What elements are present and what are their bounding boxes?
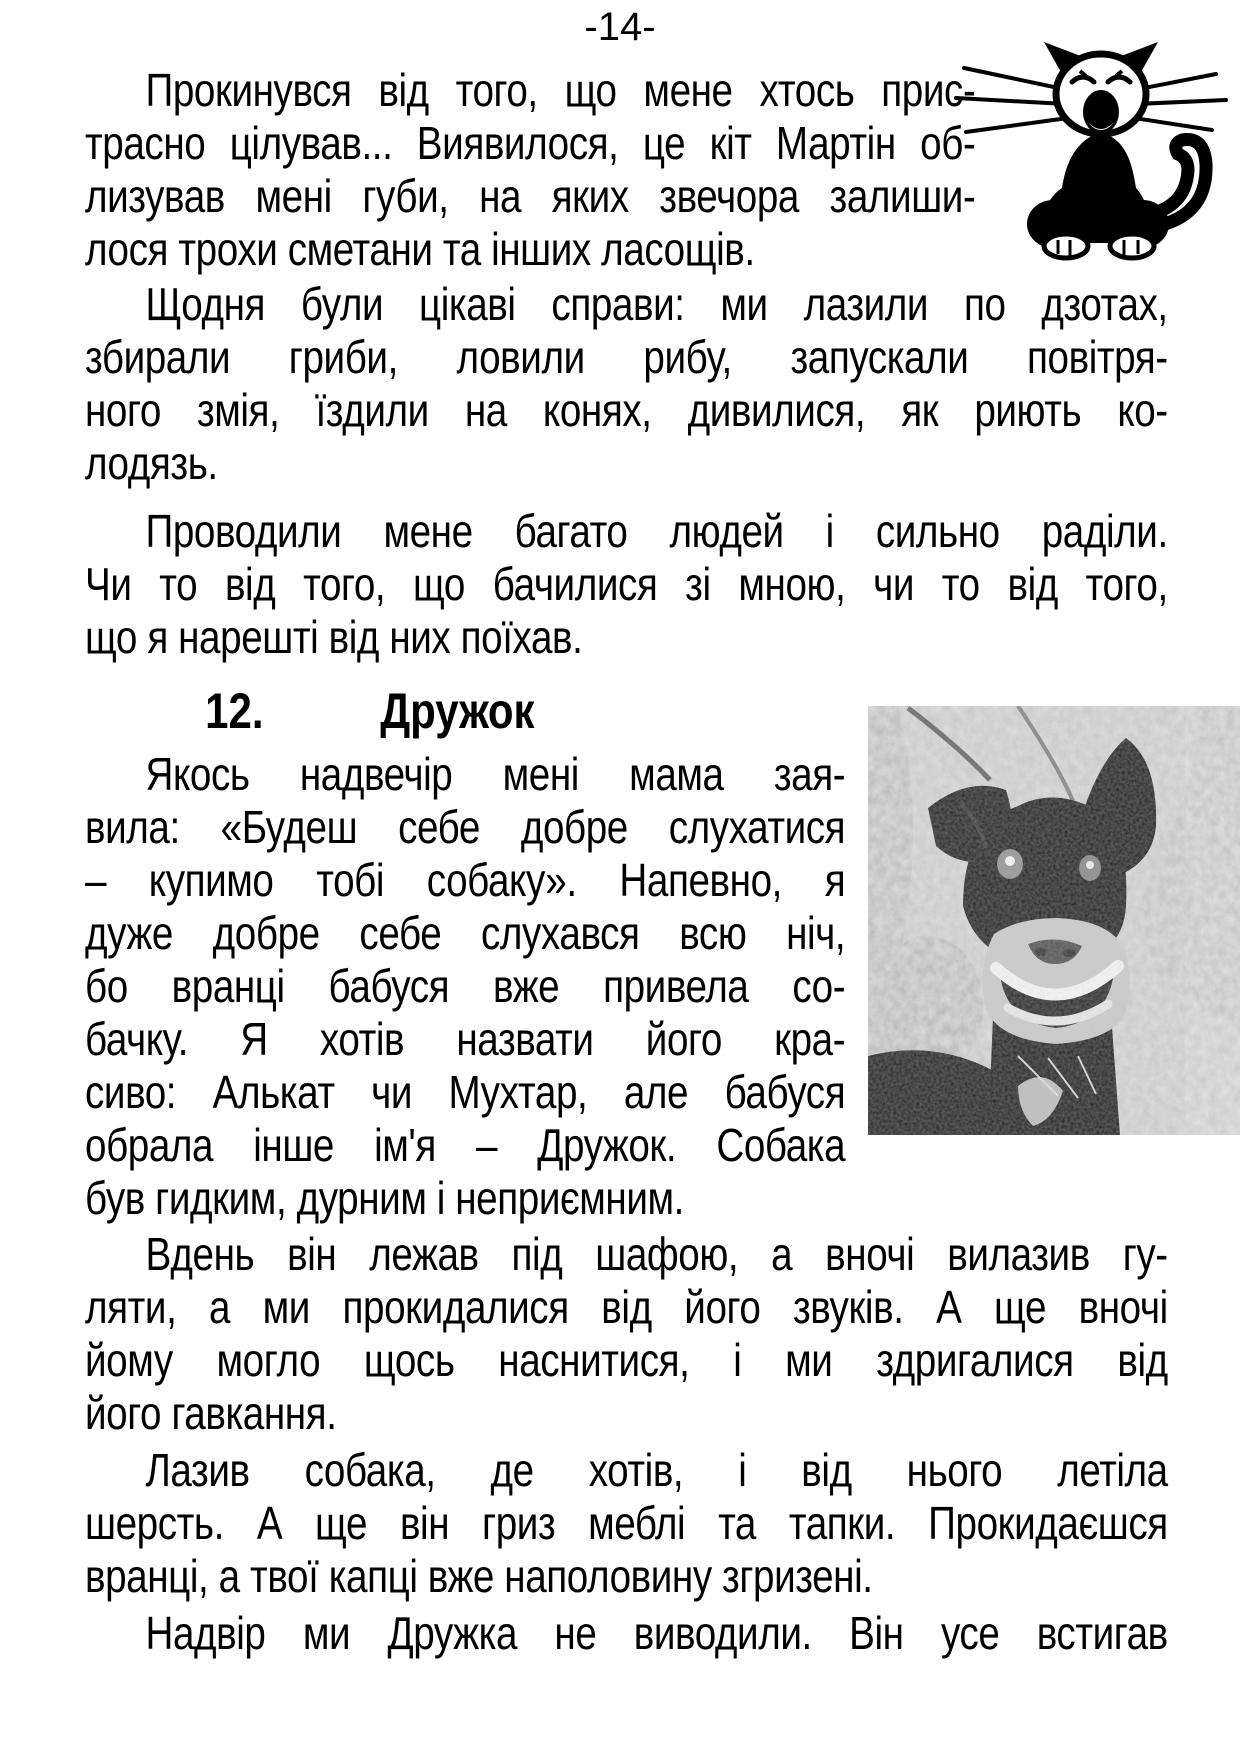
text-line: Проводили мене багато людей і сильно раділи. — [145, 505, 1168, 557]
text-line: Якось надвечір мені мама зая- — [145, 748, 846, 800]
chapter-number: 12. — [205, 683, 264, 739]
text-line: лизував мені губи, на яких звечора залиши- — [85, 170, 976, 222]
text-line: Надвір ми Дружка не виводили. Він усе встигав — [145, 1607, 1168, 1659]
text-line: бо вранці бабуся вже привела со- — [85, 960, 846, 1012]
text-line: шерсть. А ще він гриз меблі та тапки. Прокидаєшся — [85, 1497, 1168, 1549]
text-line: Лазив собака, де хотів, і від нього летіла — [145, 1444, 1168, 1496]
text-line: Щодня були цікаві справи: ми лазили по дзотах, — [145, 278, 1168, 330]
paragraph-7 — [85, 1607, 1168, 1660]
text-line: сиво: Алькат чи Мухтар, але бабуся — [85, 1066, 846, 1118]
paragraph-6 — [85, 1444, 1168, 1603]
text-line: Вдень він лежав під шафою, а вночі вилазив гу- — [145, 1228, 1168, 1280]
paragraph-4 — [85, 748, 845, 1225]
black-cat-icon — [950, 38, 1240, 273]
paragraph-5 — [85, 1228, 1168, 1440]
paragraph-2 — [85, 278, 1168, 490]
text-line: Чи то від того, що бачилися зі мною, чи то від того, — [85, 558, 1168, 610]
text-line: його гавкання. — [85, 1387, 337, 1439]
text-line: вила: «Будеш себе добре слухатися — [85, 801, 846, 853]
dog-photo — [868, 706, 1240, 1135]
text-line: дуже добре себе слухався всю ніч, — [85, 907, 846, 959]
dog-photo-image — [868, 706, 1240, 1135]
text-line: був гидким, дурним і неприємним. — [85, 1172, 684, 1224]
text-line: – купимо тобі собаку». Напевно, я — [85, 854, 846, 906]
text-line: йому могло щось наснитися, і ми здригалися від — [85, 1334, 1168, 1386]
text-line: лодязь. — [85, 437, 218, 489]
text-line: бачку. Я хотів назвати його кра- — [85, 1013, 846, 1065]
text-line: що я нарешті від них поїхав. — [85, 611, 583, 663]
text-line: вранці, а твої капці вже наполовину згризені. — [85, 1550, 873, 1602]
paragraph-3 — [85, 505, 1168, 664]
chapter-heading — [85, 683, 535, 739]
text-line: Прокинувся від того, що мене хтось прис- — [145, 64, 976, 116]
chapter-title: Дружок — [380, 683, 535, 739]
text-line: лося трохи сметани та інших ласощів. — [85, 223, 755, 275]
text-line: збирали гриби, ловили рибу, запускали повітря- — [85, 331, 1168, 383]
text-line: ляти, а ми прокидалися від його звуків. А ще вночі — [85, 1281, 1168, 1333]
page-number: -14- — [584, 5, 656, 49]
text-line: трасно цілував... Виявилося, це кіт Мартін об- — [85, 117, 976, 169]
cat-clipart-image — [950, 38, 1240, 273]
paragraph-1 — [85, 64, 975, 276]
text-line: ного змія, їздили на конях, дивилися, як риють ко- — [85, 384, 1168, 436]
text-line: обрала інше ім'я – Дружок. Собака — [85, 1119, 846, 1171]
